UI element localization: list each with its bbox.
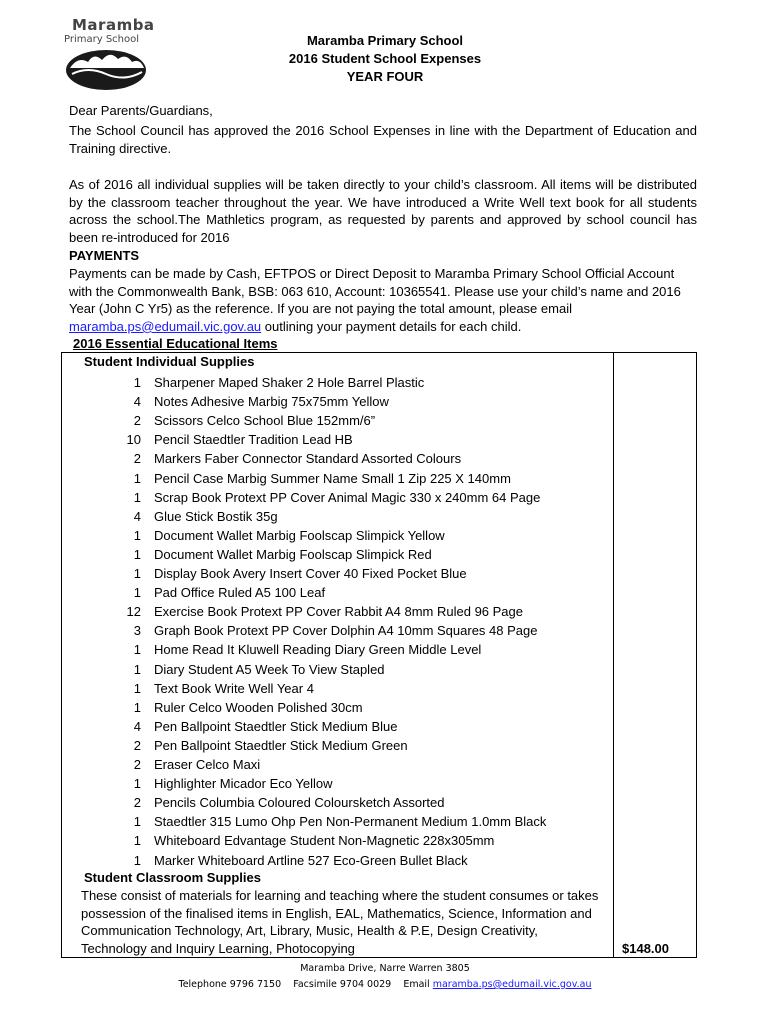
list-item xyxy=(84,469,604,488)
classroom-supplies-heading: Student Classroom Supplies xyxy=(84,870,261,885)
school-logo xyxy=(58,14,158,94)
item-quantity: 2 xyxy=(133,795,141,811)
item-description: Marker Whiteboard Artline 527 Eco-Green Bullet Black xyxy=(154,852,468,868)
item-quantity: 4 xyxy=(133,394,141,410)
email-suffix: outlining your payment details for each child. xyxy=(264,318,522,334)
footer-email-link[interactable]: maramba.ps@edumail.vic.gov.au xyxy=(432,979,592,990)
supplies-paragraph: As of 2016 all individual supplies will be taken directly to your child’s classroom. All items will be distributed by the classroom teacher throughout the year. We have introduced a Write Well text book for all students across the school.The Mathletics program, as requested by parents and approved by school council has been re-introduced for 2016 xyxy=(69,177,697,245)
item-quantity: 2 xyxy=(133,413,141,429)
item-quantity: 1 xyxy=(133,776,141,792)
item-quantity: 1 xyxy=(133,489,141,505)
item-quantity: 3 xyxy=(133,623,141,639)
list-item xyxy=(84,564,604,583)
item-quantity: 1 xyxy=(133,699,141,715)
payments-text: Payments can be made by Cash, EFTPOS or Direct Deposit to Maramba Primary School Official Account with the Commonwealth Bank, BSB: 063 610, Account: 10365541. Please use your child’s name and 2016 Year (John C Yr5) as the reference. If you are not paying the total amount, please xyxy=(69,266,681,317)
item-quantity: 2 xyxy=(133,737,141,753)
item-quantity: 1 xyxy=(133,661,141,677)
item-description: Diary Student A5 Week To View Stapled xyxy=(154,661,385,677)
item-quantity: 2 xyxy=(133,757,141,772)
item-quantity: 1 xyxy=(133,642,141,658)
list-item xyxy=(84,373,604,392)
footer-email-label: Email xyxy=(403,979,430,990)
item-description: Document Wallet Marbig Foolscap Slimpick Red xyxy=(154,546,432,562)
item-quantity: 1 xyxy=(133,375,141,390)
item-quantity: 12 xyxy=(126,604,141,620)
item-quantity: 1 xyxy=(133,852,141,868)
item-description: Document Wallet Marbig Foolscap Slimpick Yellow xyxy=(154,527,445,543)
item-quantity: 1 xyxy=(133,527,141,543)
email-prefix: email xyxy=(540,301,572,317)
list-item xyxy=(84,583,604,602)
list-item xyxy=(84,831,604,850)
document-title: 2016 Student School Expenses xyxy=(288,51,482,66)
list-item xyxy=(84,793,604,812)
list-item xyxy=(84,430,604,449)
list-item xyxy=(84,717,604,736)
email-link[interactable]: maramba.ps@edumail.vic.gov.au xyxy=(69,318,262,334)
greeting: Dear Parents/Guardians, xyxy=(69,103,213,118)
item-quantity: 1 xyxy=(133,546,141,562)
item-description: Sharpener Maped Shaker 2 Hole Barrel Plastic xyxy=(154,375,425,390)
list-item xyxy=(84,679,604,698)
individual-supplies-heading: Student Individual Supplies xyxy=(84,354,255,369)
item-description: Scissors Celco School Blue 152mm/6” xyxy=(154,413,376,429)
item-description: Graph Book Protext PP Cover Dolphin A4 10mm Squares 48 Page xyxy=(154,623,538,639)
school-name: Maramba Primary School xyxy=(306,33,464,48)
footer-fax: Facsimile 9704 0029 xyxy=(293,979,392,990)
list-item xyxy=(84,545,604,564)
item-quantity: 1 xyxy=(133,585,141,601)
item-quantity: 10 xyxy=(126,432,141,448)
item-description: Glue Stick Bostik 35g xyxy=(154,508,278,524)
list-item xyxy=(84,660,604,679)
item-quantity: 1 xyxy=(133,833,141,849)
item-description: Pencil Staedtler Tradition Lead HB xyxy=(154,432,353,448)
item-quantity: 1 xyxy=(133,470,141,486)
list-item xyxy=(84,736,604,755)
item-quantity: 2 xyxy=(133,451,141,467)
item-quantity: 4 xyxy=(133,718,141,734)
item-description: Notes Adhesive Marbig 75x75mm Yellow xyxy=(154,394,389,410)
list-item xyxy=(84,774,604,793)
logo-title: Maramba xyxy=(72,16,155,34)
list-item xyxy=(84,392,604,411)
table-column-divider xyxy=(613,352,614,958)
list-item xyxy=(84,602,604,621)
list-item xyxy=(84,449,604,468)
list-item xyxy=(84,698,604,717)
list-item xyxy=(84,526,604,545)
footer-phone: Telephone 9796 7150 xyxy=(178,979,282,990)
year-level: YEAR FOUR xyxy=(346,69,424,84)
list-item xyxy=(84,488,604,507)
item-description: Pen Ballpoint Staedtler Stick Medium Blue xyxy=(154,718,398,734)
item-description: Pencil Case Marbig Summer Name Small 1 Zip 225 X 140mm xyxy=(154,470,511,486)
item-description: Home Read It Kluwell Reading Diary Green Middle Level xyxy=(154,642,482,658)
item-quantity: 1 xyxy=(133,814,141,830)
item-quantity: 1 xyxy=(133,566,141,581)
item-description: Text Book Write Well Year 4 xyxy=(154,680,314,696)
logo-subtitle: Primary School xyxy=(64,34,140,45)
list-item xyxy=(84,640,604,659)
item-description: Pad Office Ruled A5 100 Leaf xyxy=(154,585,326,601)
intro-paragraph: The School Council has approved the 2016 School Expenses in line with the Department of Education and Training directive. xyxy=(69,123,697,156)
item-description: Display Book Avery Insert Cover 40 Fixed Pocket Blue xyxy=(154,566,467,581)
list-item xyxy=(84,851,604,870)
item-description: Eraser Celco Maxi xyxy=(154,757,261,772)
item-description: Scrap Book Protext PP Cover Animal Magic 330 x 240mm 64 Page xyxy=(154,489,541,505)
item-description: Pen Ballpoint Staedtler Stick Medium Green xyxy=(154,737,408,753)
item-description: Staedtler 315 Lumo Ohp Pen Non-Permanent Medium 1.0mm Black xyxy=(154,814,547,830)
total-price: $148.00 xyxy=(622,941,669,956)
list-item xyxy=(84,755,604,774)
logo-emblem-icon xyxy=(58,44,158,94)
item-description: Ruler Celco Wooden Polished 30cm xyxy=(154,699,363,715)
list-item xyxy=(84,411,604,430)
payments-paragraph xyxy=(69,265,697,335)
item-description: Markers Faber Connector Standard Assorted Colours xyxy=(154,451,462,467)
item-quantity: 1 xyxy=(133,680,141,696)
footer-contact xyxy=(0,979,770,990)
item-quantity: 4 xyxy=(133,508,141,524)
classroom-supplies-text: These consist of materials for learning and teaching where the student consumes or takes possession of the finalised items in English, EAL, Mathematics, Science, Information and Communication Technology, Art, Library, Music, Health & P.E, Design Creativity, Technology and Inquiry Learning, Photocopying xyxy=(81,888,599,956)
item-description: Exercise Book Protext PP Cover Rabbit A4 8mm Ruled 96 Page xyxy=(154,604,524,620)
list-item xyxy=(84,621,604,640)
list-item xyxy=(84,812,604,831)
list-item xyxy=(84,507,604,526)
section-title: 2016 Essential Educational Items xyxy=(73,336,278,351)
footer-address: Maramba Drive, Narre Warren 3805 xyxy=(300,963,470,974)
item-description: Pencils Columbia Coloured Coloursketch Assorted xyxy=(154,795,445,811)
item-description: Highlighter Micador Eco Yellow xyxy=(154,776,333,792)
payments-heading: PAYMENTS xyxy=(69,248,140,263)
item-description: Whiteboard Edvantage Student Non-Magnetic 228x305mm xyxy=(154,833,495,849)
